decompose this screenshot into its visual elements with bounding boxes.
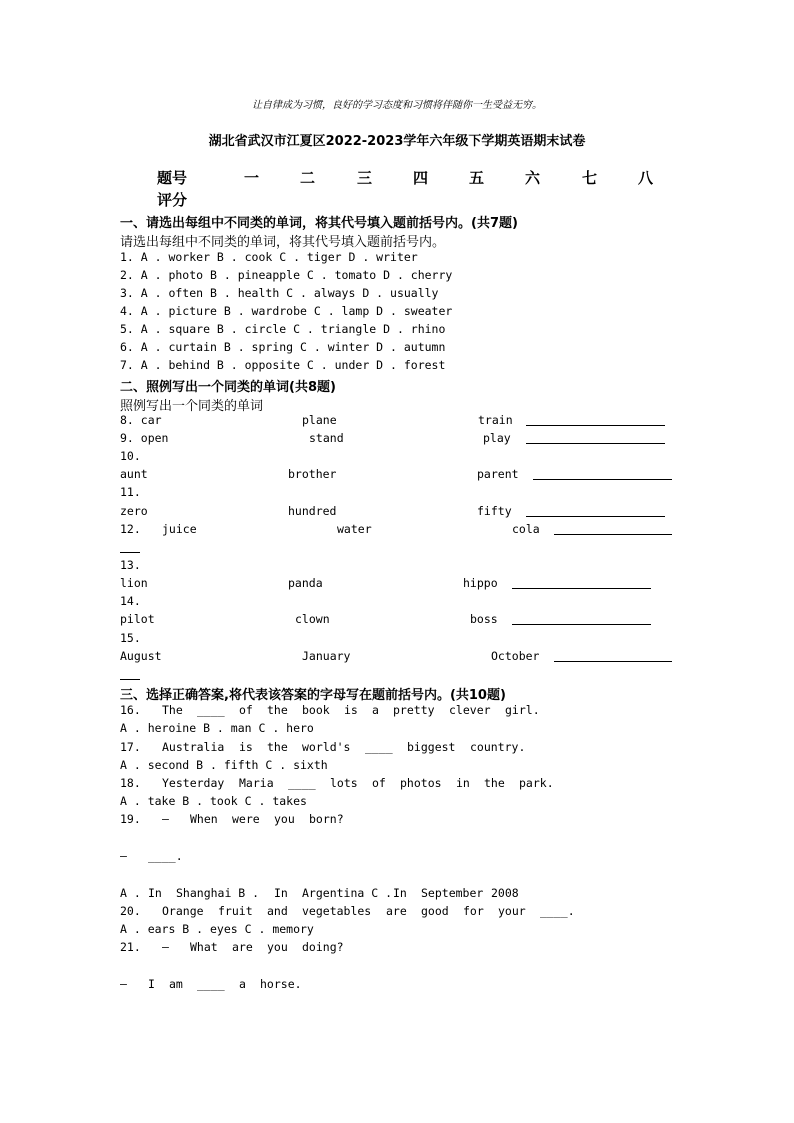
question-9-example-a: stand <box>309 431 344 445</box>
question-18-blank[interactable]: ____ <box>288 776 316 790</box>
question-15-example-b: October <box>491 649 540 663</box>
question-12-example-b: cola <box>512 522 540 536</box>
question-10-answer-blank[interactable] <box>533 479 672 480</box>
question-10-example-b: parent <box>477 467 519 481</box>
question-13-example-b: hippo <box>463 576 498 590</box>
question-8-answer-blank[interactable] <box>526 425 665 426</box>
score-column-3: 三 <box>357 169 373 187</box>
question-10-example-a: brother <box>288 467 337 481</box>
question-16-options: A . heroine B . man C . hero <box>120 721 314 735</box>
score-column-5: 五 <box>469 169 485 187</box>
question-12-word: juice <box>162 522 197 536</box>
section3-heading: 三、选择正确答案,将代表该答案的字母写在题前括号内。(共10题) <box>120 688 506 703</box>
question-15-answer-blank[interactable] <box>554 661 672 662</box>
score-table-score-label: 评分 <box>157 191 188 209</box>
score-column-4: 四 <box>413 169 429 187</box>
score-column-7: 七 <box>582 169 598 187</box>
question-11-example-b: fifty <box>477 504 512 518</box>
question-3: 3. A . often B . health C . always D . usually <box>120 286 439 300</box>
question-12-example-a: water <box>337 522 372 536</box>
score-column-6: 六 <box>525 169 541 187</box>
question-7: 7. A . behind B . opposite C . under D . forest <box>120 358 446 372</box>
question-14-example-b: boss <box>470 612 498 626</box>
question-17-blank[interactable]: ____ <box>365 740 393 754</box>
question-15-word: August <box>120 649 162 663</box>
question-15-number: 15. <box>120 631 141 645</box>
question-12-number: 12. <box>120 522 141 536</box>
question-11-answer-blank[interactable] <box>526 516 665 517</box>
question-12-answer-blank-continued <box>120 552 140 553</box>
question-14-example-a: clown <box>295 612 330 626</box>
question-13-example-a: panda <box>288 576 323 590</box>
section1-instruction: 请选出每组中不同类的单词，将其代号填入题前括号内。 <box>120 235 446 250</box>
score-table-row-label: 题号 <box>157 169 188 187</box>
question-15-answer-blank-continued <box>120 679 140 680</box>
question-10-number: 10. <box>120 449 141 463</box>
question-9-example-b: play <box>483 431 511 445</box>
score-column-1: 一 <box>244 169 260 187</box>
question-13-answer-blank[interactable] <box>512 588 651 589</box>
question-8-example-a: plane <box>302 413 337 427</box>
question-18-options: A . take B . took C . takes <box>120 794 307 808</box>
question-10-word: aunt <box>120 467 148 481</box>
question-19-blank[interactable]: ____. <box>148 849 183 863</box>
question-13-word: lion <box>120 576 148 590</box>
exam-title: 湖北省武汉市江夏区2022-2023学年六年级下学期英语期末试卷 <box>208 134 586 149</box>
question-14-number: 14. <box>120 594 141 608</box>
section1-heading: 一、请选出每组中不同类的单词，将其代号填入题前括号内。(共7题) <box>120 216 518 231</box>
question-11-number: 11. <box>120 485 141 499</box>
question-21-blank[interactable]: ____ <box>197 977 225 991</box>
question-17-options: A . second B . fifth C . sixth <box>120 758 328 772</box>
question-20-blank[interactable]: ____. <box>540 904 575 918</box>
question-2: 2. A . photo B . pineapple C . tomato D . cherry <box>120 268 453 282</box>
header-motto: 让自律成为习惯，良好的学习态度和习惯将伴随你一生受益无穷。 <box>252 100 542 111</box>
question-9-answer-blank[interactable] <box>526 443 665 444</box>
question-11-example-a: hundred <box>288 504 337 518</box>
question-12-answer-blank[interactable] <box>554 534 672 535</box>
question-11-word: zero <box>120 504 148 518</box>
question-8-word: 8. car <box>120 413 162 427</box>
question-5: 5. A . square B . circle C . triangle D . rhino <box>120 322 446 336</box>
question-16-blank[interactable]: ____ <box>197 703 225 717</box>
section2-heading: 二、照例写出一个同类的单词(共8题) <box>120 380 336 395</box>
section2-instruction: 照例写出一个同类的单词 <box>120 399 264 414</box>
question-14-word: pilot <box>120 612 155 626</box>
question-14-answer-blank[interactable] <box>512 624 651 625</box>
question-1: 1. A . worker B . cook C . tiger D . writer <box>120 250 418 264</box>
question-4: 4. A . picture B . wardrobe C . lamp D . sweater <box>120 304 453 318</box>
question-9-word: 9. open <box>120 431 169 445</box>
question-6: 6. A . curtain B . spring C . winter D . autumn <box>120 340 446 354</box>
question-8-example-b: train <box>478 413 513 427</box>
question-15-example-a: January <box>302 649 351 663</box>
score-column-2: 二 <box>300 169 316 187</box>
question-20-options: A . ears B . eyes C . memory <box>120 922 314 936</box>
score-column-8: 八 <box>638 169 654 187</box>
question-13-number: 13. <box>120 558 141 572</box>
